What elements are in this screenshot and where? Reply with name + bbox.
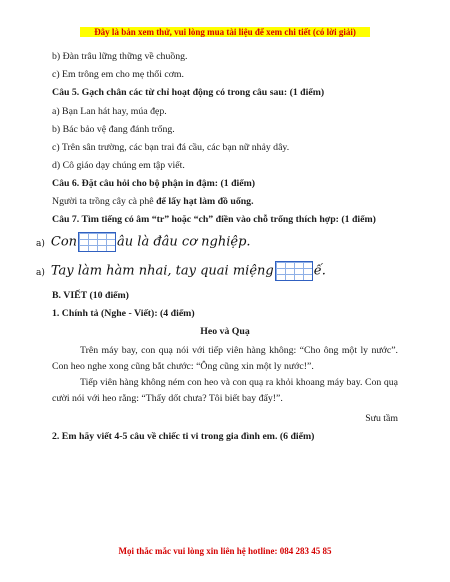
- question-2-heading: 2. Em hãy viết 4-5 câu về chiếc ti vi trong gia đình em. (6 điểm): [52, 431, 315, 442]
- handwriting-line-a: [36, 232, 251, 252]
- question-5-heading: Câu 5. Gạch chân các từ chỉ hoạt động có trong câu sau: (1 điểm): [52, 87, 325, 98]
- question-5-item-b: b) Bác bảo vệ đang đánh trống.: [52, 124, 175, 135]
- preview-notice-banner: Đây là bản xem thử, vui lòng mua tài liệu để xem chi tiết (có lời giải): [80, 27, 370, 37]
- handwriting-b-prefix: Tay làm hàm nhai, tay quai miệng: [50, 263, 274, 279]
- handwriting-line-b: [36, 261, 326, 281]
- story-paragraph-1: Trên máy bay, con quạ nói với tiếp viên hàng không: “Cho ông một ly nước”. Con heo nghe xong cũng bắt chước: “Ông cũng xin một ly nước!”.: [52, 345, 398, 372]
- story-source: Sưu tầm: [365, 413, 398, 424]
- question-6-bold-text: để lấy hạt làm đồ uống.: [156, 196, 254, 207]
- writing-grid-box[interactable]: [78, 232, 116, 252]
- writing-grid-box[interactable]: [275, 261, 313, 281]
- handwriting-a-label: a): [36, 238, 45, 249]
- story-paragraph-2: Tiếp viên hàng không ném con heo và con quạ ra khỏi khoang máy bay. Con quạ cười nói với heo rằng: “Thấy dốt chưa? Tôi biết bay đấy!”.: [52, 377, 398, 404]
- answer-line-c: c) Em trông em cho mẹ thổi cơm.: [52, 69, 184, 80]
- question-5-item-c: c) Trên sân trường, các bạn trai đá cầu, các bạn nữ nhảy dây.: [52, 142, 290, 153]
- question-6-heading: Câu 6. Đặt câu hỏi cho bộ phận in đậm: (1 điểm): [52, 178, 256, 189]
- question-6-sentence: [52, 196, 398, 208]
- hotline-footer: Mọi thắc mắc vui lòng xin liên hệ hotline: 084 283 45 85: [118, 546, 332, 556]
- question-5-item-d: d) Cô giáo dạy chúng em tập viết.: [52, 160, 185, 171]
- handwriting-b-label: a): [36, 267, 45, 278]
- section-b-title: B. VIẾT (10 điểm): [52, 290, 129, 301]
- question-5-item-a: a) Bạn Lan hát hay, múa đẹp.: [52, 106, 167, 117]
- story-title: Heo và Quạ: [200, 326, 250, 337]
- handwriting-a-prefix: Con: [50, 234, 78, 250]
- dictation-heading: 1. Chính tả (Nghe - Viết): (4 điểm): [52, 308, 195, 319]
- answer-line-b: b) Đàn trâu lững thững về chuồng.: [52, 51, 188, 62]
- question-6-plain-text: Người ta trồng cây cà phê: [52, 196, 157, 207]
- handwriting-b-suffix: ế.: [313, 263, 326, 279]
- question-7-heading: Câu 7. Tìm tiếng có âm “tr” hoặc “ch” điền vào chỗ trống thích hợp: (1 điểm): [52, 214, 376, 225]
- handwriting-a-suffix: âu là đâu cơ nghiệp.: [117, 234, 251, 250]
